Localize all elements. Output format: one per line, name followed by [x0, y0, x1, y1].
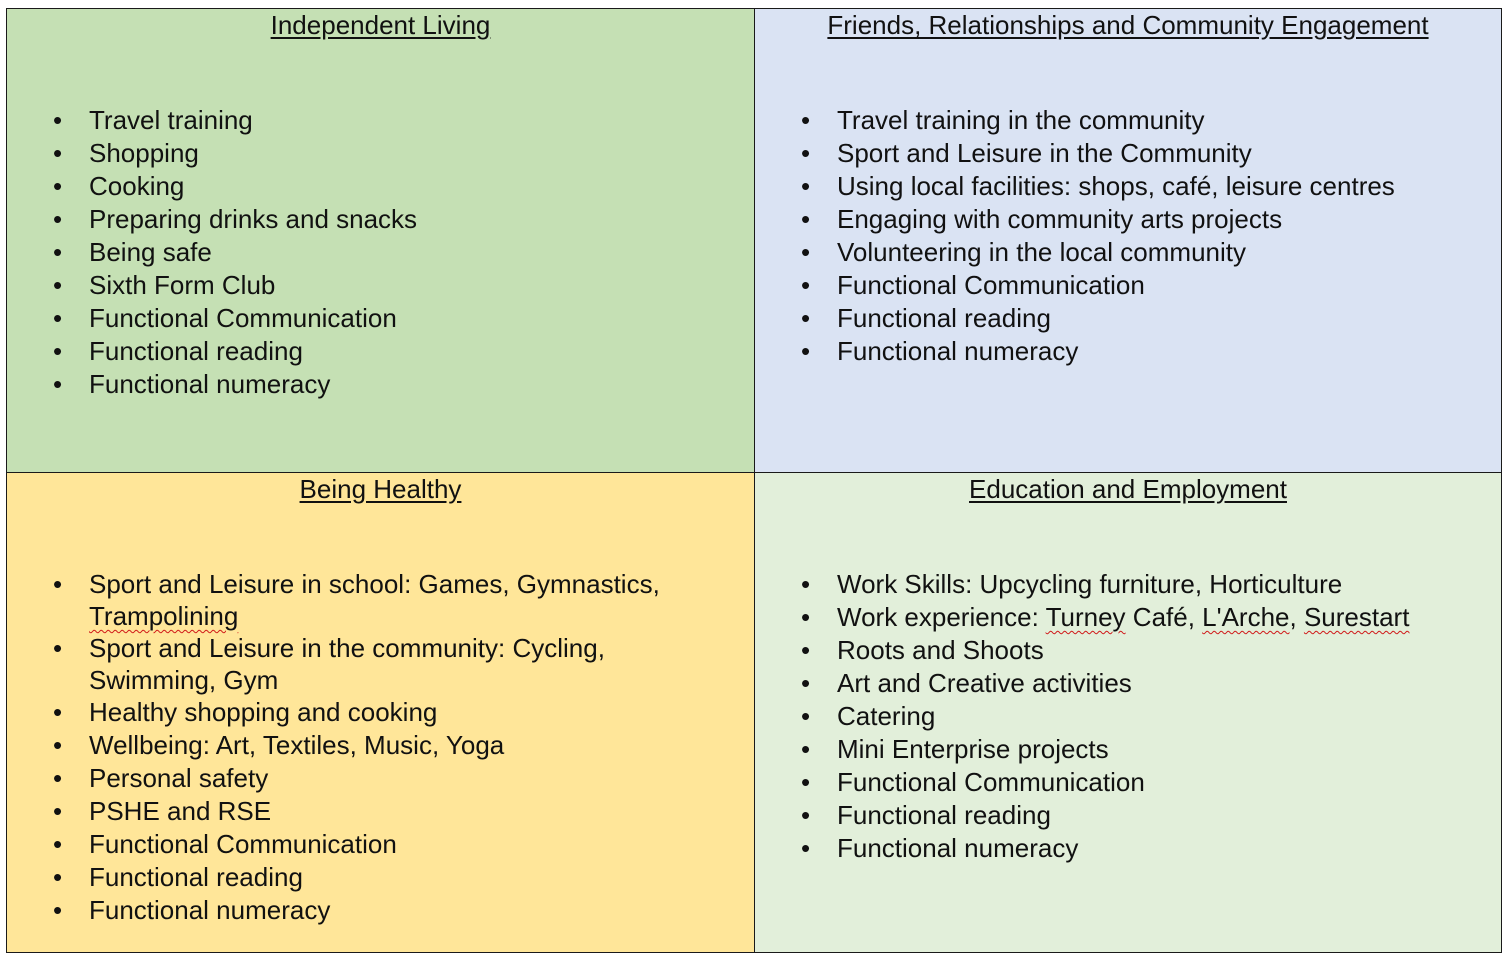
spelling-flag: Turney — [1045, 602, 1126, 632]
list-friends-relationships — [837, 104, 1395, 368]
list-item: • Functional Communication — [837, 766, 1409, 799]
heading-independent-living: Independent Living — [270, 10, 491, 40]
cell-friends-relationships — [755, 9, 1501, 473]
list-item: • Roots and Shoots — [837, 634, 1409, 667]
spelling-flag: L'Arche — [1202, 602, 1290, 632]
list-item: • Functional reading — [89, 335, 417, 368]
item-text: Café, — [1125, 602, 1203, 632]
list-item: • Functional Communication — [89, 302, 417, 335]
list-item — [89, 568, 699, 632]
list-item: • Personal safety — [89, 762, 699, 795]
list-item: • Using local facilities: shops, café, leisure centres — [837, 170, 1395, 203]
list-item: • Preparing drinks and snacks — [89, 203, 417, 236]
list-item — [837, 601, 1409, 634]
item-text: , — [1289, 602, 1304, 632]
list-item: • Wellbeing: Art, Textiles, Music, Yoga — [89, 729, 699, 762]
spelling-flag: Trampolining — [89, 601, 239, 631]
pathways-table — [6, 8, 1502, 953]
list-being-healthy — [89, 568, 699, 927]
list-item: • Travel training in the community — [837, 104, 1395, 137]
list-item: • Travel training — [89, 104, 417, 137]
list-item: • Shopping — [89, 137, 417, 170]
list-independent-living — [89, 104, 417, 401]
list-item: • Engaging with community arts projects — [837, 203, 1395, 236]
list-item: • Healthy shopping and cooking — [89, 696, 699, 729]
cell-education-employment — [755, 473, 1501, 952]
list-item: • Mini Enterprise projects — [837, 733, 1409, 766]
cell-independent-living — [7, 9, 755, 473]
list-item: • Sixth Form Club — [89, 269, 417, 302]
list-item: • Art and Creative activities — [837, 667, 1409, 700]
list-item: • Catering — [837, 700, 1409, 733]
item-text: Sport and Leisure in school: Games, Gymnastics, — [89, 569, 660, 599]
list-item: • Functional reading — [837, 799, 1409, 832]
list-item: • Functional numeracy — [89, 894, 699, 927]
list-item: • Functional Communication — [89, 828, 699, 861]
list-item: • Functional Communication — [837, 269, 1395, 302]
heading-friends-relationships: Friends, Relationships and Community Engagement — [827, 10, 1429, 40]
heading-education-employment: Education and Employment — [969, 474, 1287, 504]
list-item: • Sport and Leisure in the Community — [837, 137, 1395, 170]
list-item: • Volunteering in the local community — [837, 236, 1395, 269]
list-item: • Functional reading — [837, 302, 1395, 335]
cell-being-healthy — [7, 473, 755, 952]
list-item: • Functional reading — [89, 861, 699, 894]
spelling-flag: Surestart — [1303, 602, 1410, 632]
list-item: • Cooking — [89, 170, 417, 203]
heading-being-healthy: Being Healthy — [299, 474, 462, 504]
list-item: • PSHE and RSE — [89, 795, 699, 828]
list-education-employment — [837, 568, 1409, 865]
list-item: • Functional numeracy — [837, 832, 1409, 865]
list-item: • Functional numeracy — [89, 368, 417, 401]
item-text: Work experience: — [837, 602, 1046, 632]
list-item: • Functional numeracy — [837, 335, 1395, 368]
list-item: • Being safe — [89, 236, 417, 269]
list-item: • Work Skills: Upcycling furniture, Horticulture — [837, 568, 1409, 601]
list-item: • Sport and Leisure in the community: Cycling, Swimming, Gym — [89, 632, 699, 696]
